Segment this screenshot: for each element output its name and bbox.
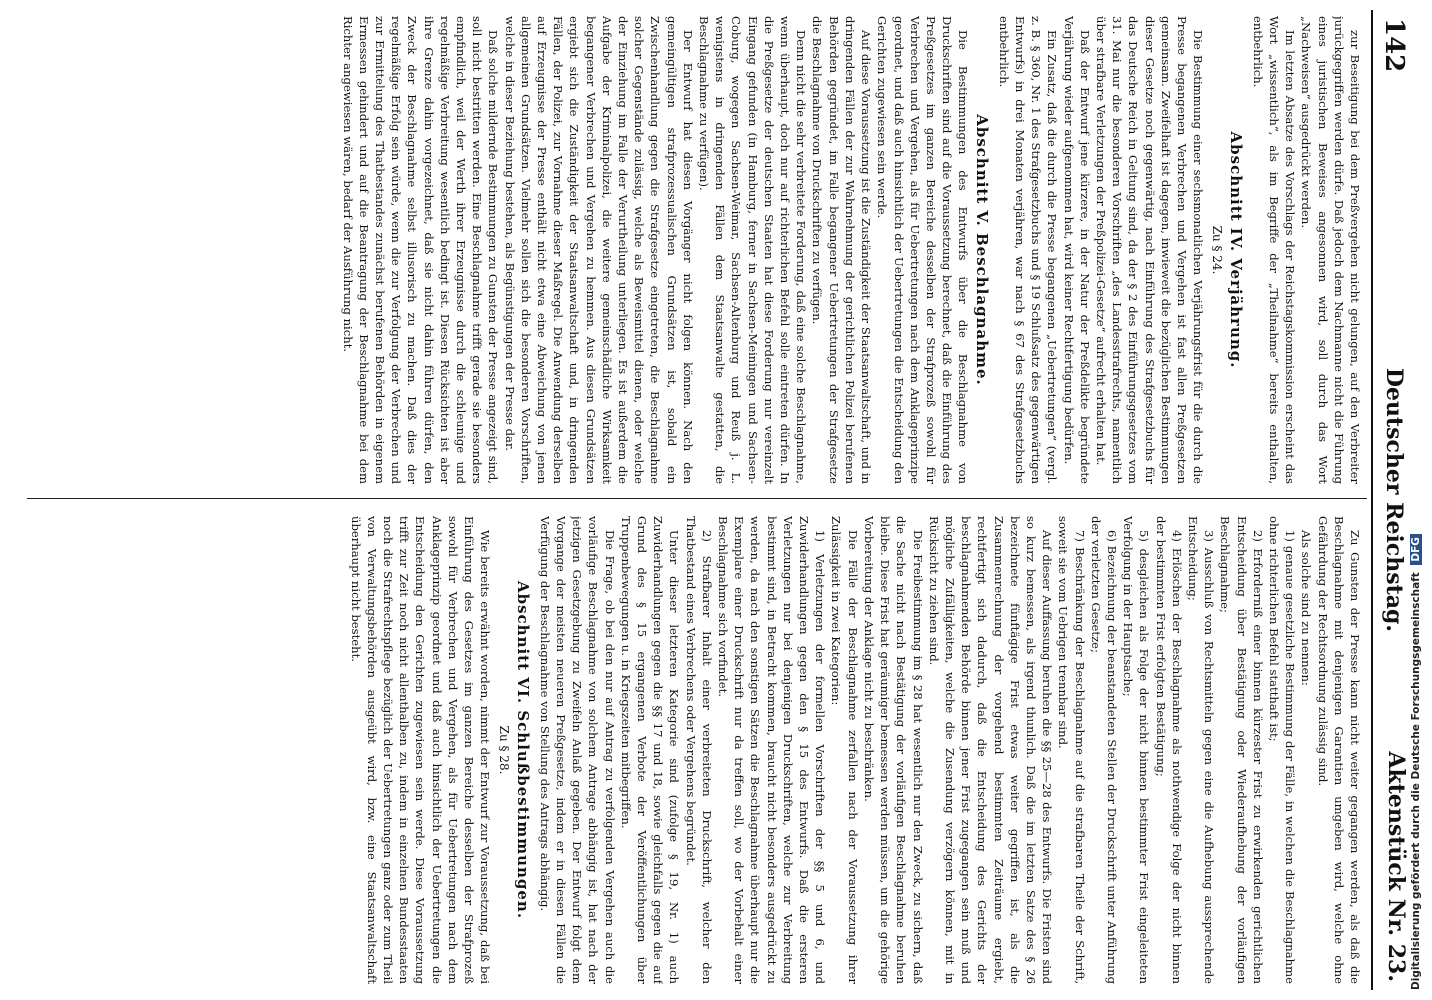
digitization-note: Digitalisierung gefördert durch die Deutsche Forschungsgemeinschaft <box>1410 572 1422 990</box>
section-heading: Abschnitt IV. Verjährung. <box>1226 131 1245 369</box>
paragraph: Die Bestimmungen des Entwurfs über die Beschlagnahme von Druckschriften sind auf die Voraussetzung berechnet, daß die Einführung des Preßgesetzes im ganzen Bereiche desselben der Strafprozeß sowohl für Verbrechen und Vergehen, als für Uebertretungen nach dem Anklageprinzipe geordnet, und daß auch hinsichtlich der Uebertretungen die Entscheidung den Gerichten zugewiesen sein werde. <box>875 16 971 484</box>
right-column <box>25 516 1363 984</box>
paragraph: Auf dieser Auffassung beruhen die §§ 25—28 des Entwurfs. Die Fristen sind so kurz bemessen, als irgend thunlich. Daß die im letzten Satze des § 26 bezeichnete fünftägige Frist etwas weiter gegriffen ist, als die Zusammenrechnung der vorgehend bestimmten Zeiträume ergiebt, rechtfertigt sich dadurch, daß die Entscheidung des Gerichts der beschlagnahmenden Behörde binnen jener Frist zugegangen sein muß und mögliche Zufälligkeiten, welche die Zusendung verzögern können, mit in Rücksicht zu ziehen sind. <box>926 516 1055 984</box>
page-number: 142 <box>1379 18 1409 73</box>
paragraph: Als solche sind zu nennen: <box>1299 530 1314 686</box>
paragraph: Unter dieser letzteren Kategorie sind (zufolge § 19, Nr. 1) auch Zuwiderhandlungen gegen die §§ 17 und 18, sowie gleichfalls gegen die auf Grund des § 15 ergangenen Verbote der Veröffentlichungen über Truppenbewegungen u. in Kriegszeiten mitbegriffen. <box>618 516 682 984</box>
document-reference: Aktenstück Nr. 23. <box>1383 751 1409 982</box>
section-heading: Abschnitt VI. Schlußbestimmungen. <box>513 580 532 920</box>
numbered-list <box>1055 516 1298 984</box>
paragraph: Der Entwurf hat diesen Vorgänger nicht folgen können. Nach den gemeingültigen strafprozessualischen Grundsätzen ist, sobald ein Zwischenhandlung gegen die Strafgesetze eingetreten, die Beschlagnahme solcher Gegenstände zulässig, welche als Beweismittel dienen, oder welche der Einziehung im Falle der Verurtheilung unterliegen. Es ist außerdem die Aufgabe der Kriminalpolizei, die weitere gemeinschädliche Wirksamkeit begangener Verbrechen und Vergehen zu hemmen. Aus diesen Grundsätzen ergiebt sich die Zuständigkeit der Staatsanwaltschaft und, in dringenden Fällen, der Polizei, zur Vornahme dieser Maßregel. Die Anwendung derselben auf Erzeugnisse der Presse enthält nicht etwa eine Abweichung von jenen allgemeinen Grundsätzen. Vielmehr sollen sich die besonderen Vorschriften, welche in dieser Beziehung bestehen, als Begünstigungen der Presse dar. <box>502 16 695 484</box>
numbered-list <box>682 516 828 984</box>
column-divider <box>27 498 1367 499</box>
list-item: 6) Bezeichnung der beanstandeten Stellen der Druckschrift unter Anführung der verletzten Gesetze; <box>1088 516 1119 984</box>
list-item: 2) Erforderniß einer binnen kürzester Frist zu erwirkenden gerichtlichen Entscheidung über Bestätigung oder Wiederaufhebung der vorläufigen Beschlagnahme; <box>1218 516 1265 984</box>
paragraph: Die Frage, ob bei den nur auf Antrag zu verfolgenden Vergehen auch die vorläufige Beschlagnahme von solchem Antrage abhängig ist, hat nach der jetzigen Gesetzgebung zu Zweifeln Anlaß gegeben. Der Entwurf folgt dem Vorgange der meisten neueren Preßgesetze, indem er in diesen Fällen die Verfügung der Beschlagnahme von Stellung des Antrags abhängig. <box>537 516 617 984</box>
digitization-credit <box>1410 534 1422 990</box>
paragraph: zur Beseitigung bei dem Preßvergehen nicht gelungen, auf den Verbreiter jurückgegriffen werden dürfe. Daß jedoch dem Nachmanne nicht die Führung eines juristischen Beweises angesonnen wird, soll durch das Wort „Nachweisen“ ausgedrückt werden. <box>1299 16 1362 484</box>
list-item: 2) Strafbarer Inhalt einer verbreiteten Druckschrift, welcher den Thatbestand eines Verbrechens oder Vergehens begründet. <box>683 516 714 984</box>
list-item: 5) desgleichen als Folge der nicht binnen bestimmter Frist eingeleiteten Verfolgung in der Hauptsache; <box>1121 516 1152 984</box>
paragraph: Die Bestimmung einer sechsmonatlichen Verjährungsfrist für die durch die Presse begangenen Verbrechen und Vergehen ist fast allen Preßgesetzen gemeinsam. Zweifelhaft ist dagegen, inwieweit die bezüglichen Bestimmungen dieser Gesetze noch gegenwärtig, nach Einführung des Strafgesetzbuchs für das Deutsche Reich in Geltung sind, da der § 2 des Einführungsgesetzes vom 31. Mai nur die besonderen Vorschriften „des Landesstrafrechts, namentlich über strafbare Verletzungen der Preßpolizei-Gesetze“ aufrecht erhalten hat. <box>1093 16 1206 484</box>
left-column <box>25 16 1363 484</box>
paragraph: Auf diese Voraussetzung ist die Zuständigkeit der Staatsanwaltschaft, und in dringenden Fällen der zur Wahrnehmung der gerichtlichen Polizei berufenen Behörden gegründet, im Falle begangener Uebertretungen der Strafgesetze die Beschlagnahme von Druckschriften zu verfügen. <box>810 16 874 484</box>
rotated-page-content <box>15 10 1415 990</box>
paragraph: Im letzten Absatze des Vorschlags der Reichstagskommission erscheint das Wort „wissentlich“, als im Begriffe der „Theilnahme“ bereits enthalten, entbehrlich. <box>1250 16 1298 484</box>
paragraph: Wie bereits erwähnt worden, nimmt der Entwurf zur Voraussetzung, daß bei Einführung des Gesetzes im ganzen Bereiche desselben der Strafprozeß sowohl für Verbrechen und Vergehen, als für Uebertretungen nach dem Anklageprinzip geordnet und daß auch hinsichtlich der Uebertretungen die Entscheidung den Gerichten zugewiesen sein werde. Diese Voraussetzung trifft zur Zeit noch nicht allenthalben zu, indem in einzelnen Bundesstaaten noch die Strafrechtspflege bezüglich der Uebertretungen ganz oder zum Theil von Verwaltungsbehörden ausgeübt wird, bzw. eine Staatsanwaltschaft überhaupt nicht besteht. <box>348 516 493 984</box>
dfg-logo: DFG <box>1410 534 1422 565</box>
page-header <box>1371 10 1415 990</box>
paragraph: Die Freibestimmung im § 28 hat wesentlich nur den Zweck, zu sichern, daß die Sache nicht nach Bestätigung der vorläufigen Beschlagnahme beruhen bleibe. Diese Frist hat geräumiger bemessen werden müssen, um die gehörige Vorbereitung der Anklage nicht zu beschränken. <box>861 516 925 984</box>
paragraph: Daß solche mildernde Bestimmungen zu Gunsten der Presse angezeigt sind, soll nicht bestritten werden. Eine Beschlagnahme trifft gerade sie besonders empfindlich, weil der Werth ihrer Erzeugnisse durch die schleunige und regelmäßige Verbreitung wesentlich bedingt ist. Diesen Rücksichten ist aber ihre Grenze dahin vorgezeichnet, daß sie nicht dahin führen dürfen, den Zweck der Beschlagnahme selbst illusorisch zu machen. Daß dies der regelmäßige Erfolg sein würde, wenn die zur Verfolgung der Verbrechen und zur Ermittelung des Thatbestandes zunächst berufenen Behörden in eigenem Ermessen gehindert und auf die Beantragung der Beschlagnahme bei dem Richter angewiesen wären, bedarf der Ausführung nicht. <box>340 16 501 484</box>
section-subheading: Zu § 28. <box>497 725 512 775</box>
paragraph: Die Fälle der Beschlagnahme zerfallen nach der Voraussetzung ihrer Zulässigkeit in zwei Kategorien: <box>829 516 860 984</box>
list-item: 1) Verletzungen der formellen Vorschriften der §§ 5 und 6, und Zuwiderhandlungen gegen den § 15 des Entwurfs. Daß die ersteren Verletzungen nur bei denjenigen Druckschriften, welche zur Verbreitung bestimmt sind, in Betracht kommen, braucht nicht besonders ausgedrückt zu werden, da nach den sonstigen Sätzen die Beschlagnahme überhaupt nur die Exemplare einer Druckschrift nur da treffen soll, wo der Vorbehalt einer Beschlagnahme sich vorfindet. <box>716 516 828 984</box>
paragraph: Zu Gunsten der Presse kann nicht weiter gegangen werden, als daß die Beschlagnahme mit denjenigen Garantien umgeben wird, welche ohne Gefährdung der Rechtsordnung zulässig sind. <box>1315 516 1362 984</box>
page-title: Deutscher Reichstag. <box>1381 367 1407 633</box>
list-item: 3) Ausschluß von Rechtsmitteln gegen eine die Aufhebung aussprechende Entscheidung; <box>1185 516 1217 984</box>
paragraph: Ein Zusatz, daß die durch die Presse begangenen „Uebertretungen“ (vergl. z. B. § 360, Nr. 1 des Strafgesetzbuchs und § 19 Schlußsatz des gegenwärtigen Entwurfs) in drei Monaten verjähren, war nach § 67 des Strafgesetzbuchs entbehrlich. <box>996 16 1060 484</box>
list-item: 7) Beschränkung der Beschlagnahme auf die strafbaren Theile der Schrift, soweit sie vom Uebrigen trennbar sind. <box>1056 516 1087 984</box>
paragraph: Daß der Entwurf jene kürzere, in der Natur der Preßdelikte begründete Verjährung wieder aufgenommen hat, wird keiner Rechtfertigung bedürfen. <box>1061 16 1092 484</box>
paragraph: Denn nicht die sehr verbreitete Forderung, daß eine solche Beschlagnahme, wenn überhaupt, doch nur auf richterlichen Befehl solle eintreten dürfen. In die Preßgesetze der deutschen Staaten hat diese Forderung nur vereinzelt Eingang gefunden (in Hamburg, ferner in Sachsen-Meiningen und Sachsen-Coburg, wogegen Sachsen-Weimar, Sachsen-Altenburg und Reuß j. L. wenigstens in dringenden Fällen dem Staatsanwalte gestatten, die Beschlagnahme zu verfügen). <box>697 16 809 484</box>
list-item: 4) Erlöschen der Beschlagnahme als nothwendige Folge der nicht binnen der bestimmten Frist erfolgten Bestätigung; <box>1153 516 1184 984</box>
list-item: 1) genaue gesetzliche Bestimmung der Fälle, in welchen die Beschlagnahme ohne richterlichen Befehl statthaft ist; <box>1266 516 1298 984</box>
section-subheading: Zu § 24. <box>1210 225 1225 275</box>
section-heading: Abschnitt V. Beschlagnahme. <box>972 114 991 386</box>
